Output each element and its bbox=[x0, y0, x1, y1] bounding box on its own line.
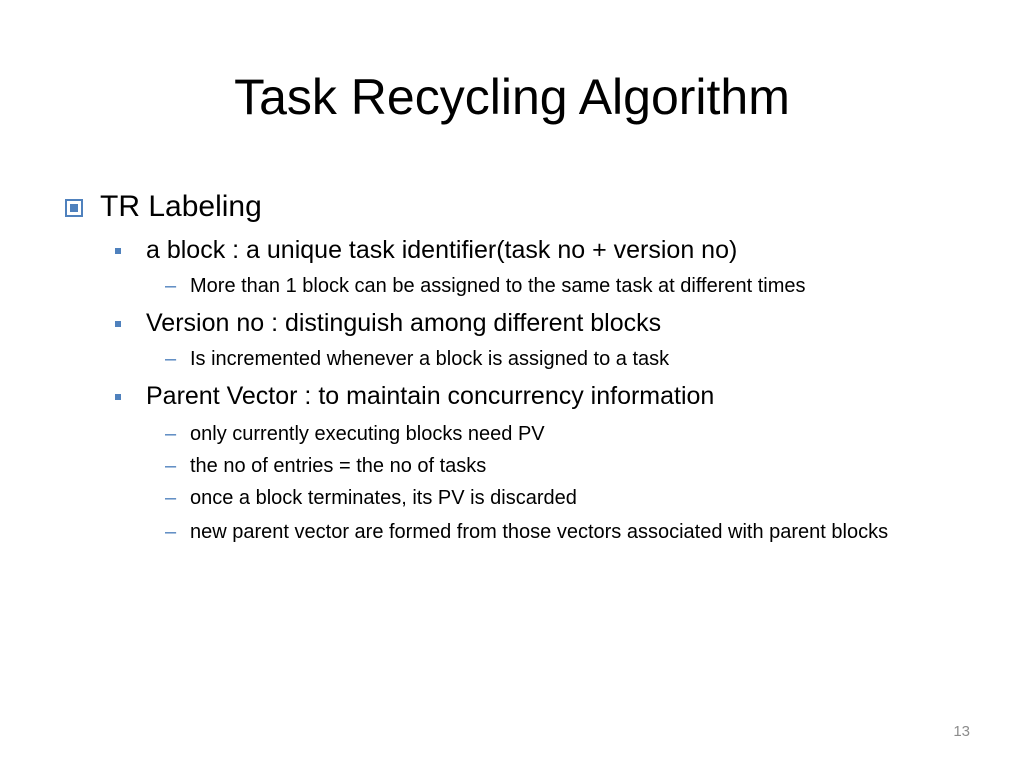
sub-bullet-block-1: More than 1 block can be assigned to the same task at different times bbox=[190, 275, 806, 297]
bullet-tr-labeling: TR Labeling bbox=[100, 190, 262, 223]
dash-bullet-icon: – bbox=[165, 455, 177, 477]
sub-bullet-pv-4: new parent vector are formed from those vectors associated with parent blocks bbox=[190, 521, 889, 543]
small-square-bullet-icon bbox=[115, 394, 121, 400]
sub-bullet-version-1: Is incremented whenever a block is assigned to a task bbox=[190, 348, 670, 370]
dash-bullet-icon: – bbox=[165, 487, 177, 509]
dash-bullet-icon: – bbox=[165, 423, 177, 445]
dash-bullet-icon: – bbox=[165, 348, 177, 370]
sub-bullet-pv-2: the no of entries = the no of tasks bbox=[190, 455, 487, 477]
bullet-version: Version no : distinguish among different blocks bbox=[146, 309, 662, 337]
bullet-parent-vector: Parent Vector : to maintain concurrency information bbox=[146, 382, 715, 410]
bullet-block: a block : a unique task identifier(task no + version no) bbox=[146, 236, 738, 264]
page-number: 13 bbox=[953, 723, 970, 740]
sub-bullet-pv-3: once a block terminates, its PV is discarded bbox=[190, 487, 577, 509]
slide-title: Task Recycling Algorithm bbox=[234, 69, 790, 125]
dash-bullet-icon: – bbox=[165, 275, 177, 297]
small-square-bullet-icon bbox=[115, 321, 121, 327]
sub-bullet-pv-1: only currently executing blocks need PV bbox=[190, 423, 545, 445]
dash-bullet-icon: – bbox=[165, 521, 177, 543]
small-square-bullet-icon bbox=[115, 248, 121, 254]
square-bullet-icon bbox=[65, 199, 83, 217]
